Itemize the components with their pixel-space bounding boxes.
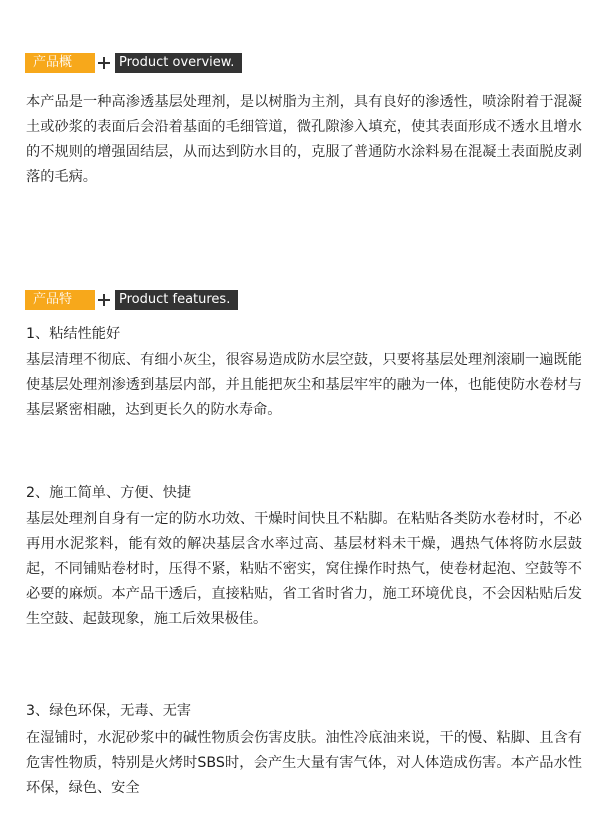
plus-icon [95,290,115,310]
feature-title-1: 1、粘结性能好 [26,326,121,342]
overview-tag-cn: 产品概述 [25,53,95,73]
feature-text-1: 基层清理不彻底、有细小灰尘，很容易造成防水层空鼓，只要将基层处理剂滚刷一遍既能使基层处理剂渗透到基层内部，并且能把灰尘和基层牢牢的融为一体，也能使防水卷材与基层紧密相融，达到更长久的防水寿命。 [26,352,582,418]
feature-text-3: 在湿铺时，水泥砂浆中的碱性物质会伤害皮肤。油性冷底油来说，干的慢、粘脚、且含有危害性物质，特别是火烤时SBS时，会产生大量有害气体，对人体造成伤害。本产品水性环保，绿色、安全 [26,730,582,796]
overview-text: 本产品是一种高渗透基层处理剂，是以树脂为主剂，具有良好的渗透性，喷涂附着于混凝土或砂浆的表面后会沿着基面的毛细管道，微孔隙渗入填充，使其表面形成不透水且增水的不规则的增强固结层，从而达到防水目的，克服了普通防水涂料易在混凝土表面脱皮剥落的毛病。 [26,94,582,185]
feature-title-2: 2、施工简单、方便、快捷 [26,485,192,501]
features-tag-cn: 产品特点 [25,290,95,310]
features-tag-en: Product features. [115,290,238,310]
feature-text-2: 基层处理剂自身有一定的防水功效、干燥时间快且不粘脚。在粘贴各类防水卷材时，不必再用水泥浆料，能有效的解决基层含水率过高、基层材料未干燥，遇热气体将防水层鼓起，不同铺贴卷材时，压得不紧，粘贴不密实，窝住操作时热气，使卷材起泡、空鼓等不必要的麻烦。本产品干透后，直接粘贴，省工省时省力，施工环境优良，不会因粘贴后发生空鼓、起鼓现象，施工后效果极佳。 [26,511,582,627]
overview-tag-en: Product overview. [115,53,242,73]
plus-icon [95,53,115,73]
feature-title-3: 3、绿色环保，无毒、无害 [26,703,192,719]
overview-header [25,53,242,90]
features-header [25,290,238,327]
